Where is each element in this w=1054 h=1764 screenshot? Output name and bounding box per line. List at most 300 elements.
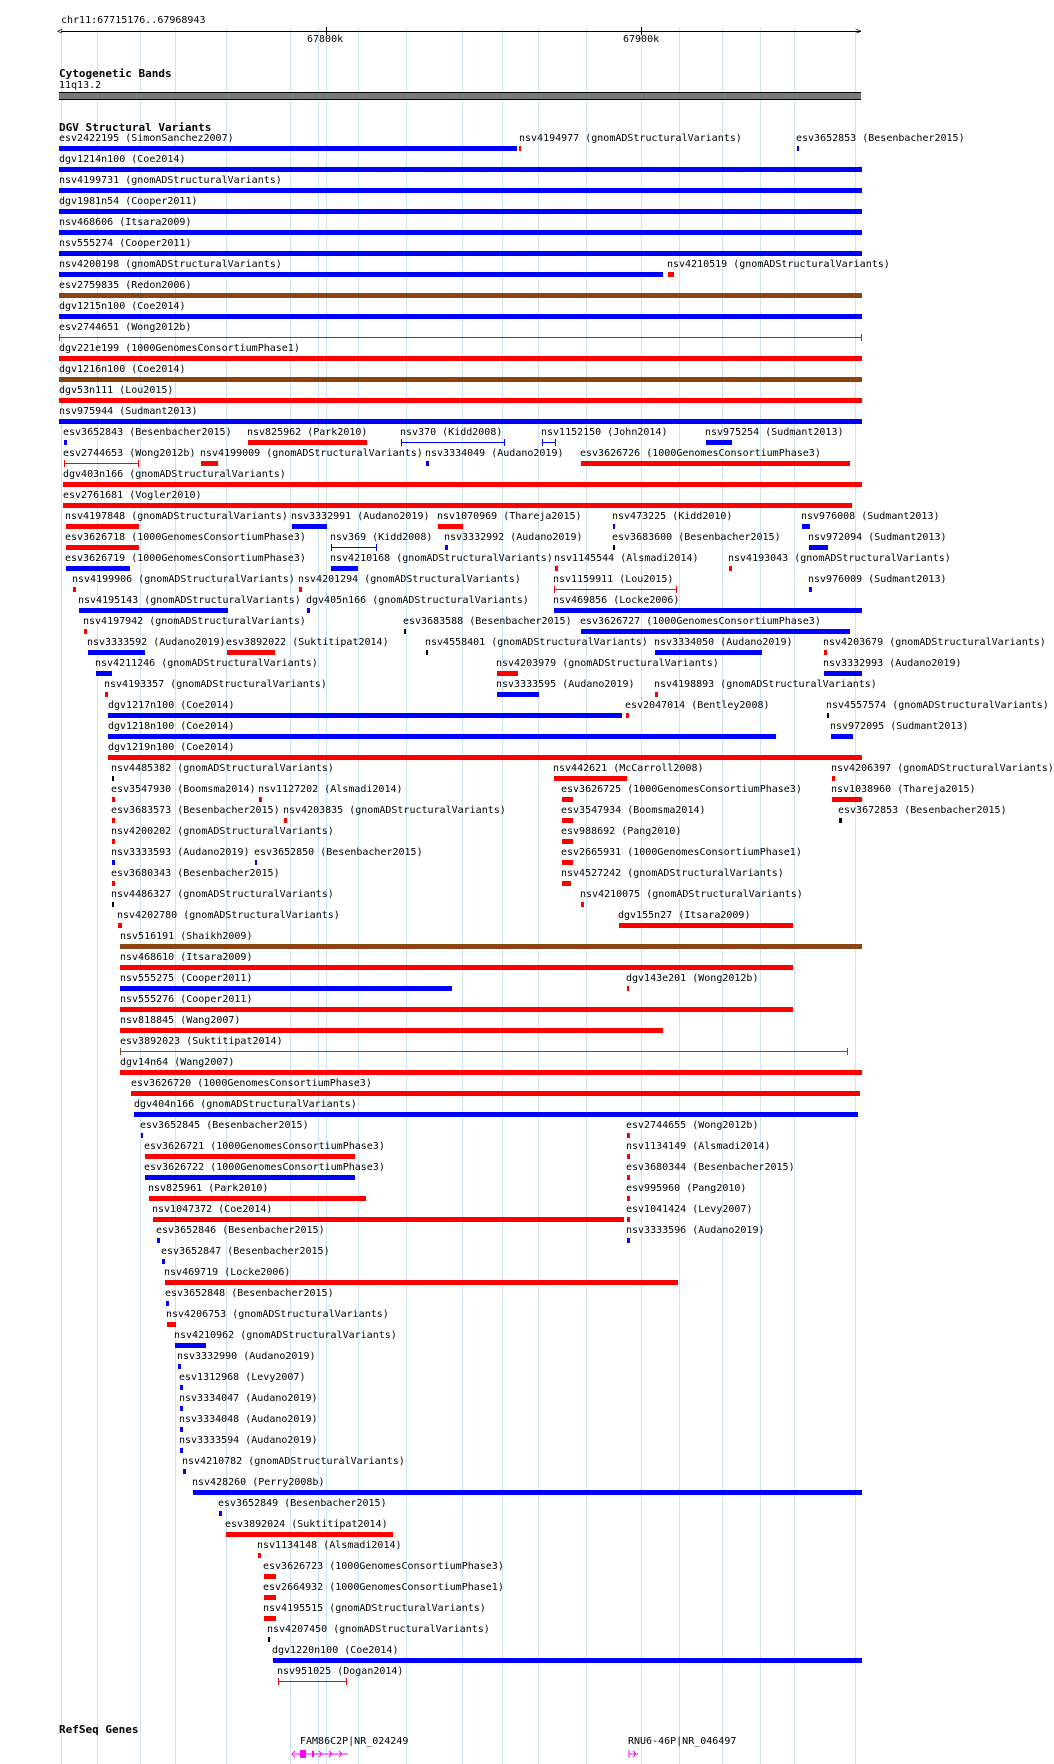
variant-label[interactable]: nsv975944 (Sudmant2013) [59, 406, 198, 417]
variant-bar[interactable] [613, 524, 615, 529]
variant-label[interactable]: esv3683588 (Besenbacher2015) [403, 616, 572, 627]
variant-label[interactable]: nsv4203979 (gnomADStructuralVariants) [496, 658, 719, 669]
variant-label[interactable]: esv2664932 (1000GenomesConsortiumPhase1) [263, 1582, 504, 1593]
variant-label[interactable]: nsv555276 (Cooper2011) [120, 994, 253, 1005]
variant-bar[interactable] [562, 860, 573, 865]
variant-bar[interactable] [445, 545, 448, 550]
variant-label[interactable]: esv3672853 (Besenbacher2015) [838, 805, 1007, 816]
variant-id: nsv4206753 [166, 1309, 227, 1320]
variant-bar[interactable] [59, 356, 862, 361]
variant-label[interactable]: nsv825962 (Park2010) [247, 427, 368, 438]
variant-bar[interactable] [59, 293, 862, 298]
variant-bar[interactable] [59, 251, 862, 256]
variant-label[interactable]: nsv4195515 (gnomADStructuralVariants) [263, 1603, 486, 1614]
variant-label[interactable]: nsv4527242 (gnomADStructuralVariants) [561, 868, 784, 879]
variant-bar[interactable] [167, 1322, 176, 1327]
variant-bar[interactable] [626, 713, 629, 718]
cytoband-11q13-2[interactable] [59, 92, 861, 100]
variant-label[interactable]: esv3892022 (Suktitipat2014) [226, 637, 389, 648]
variant-label[interactable]: nsv3334050 (Audano2019) [654, 637, 793, 648]
variant-label[interactable]: nsv4200198 (gnomADStructuralVariants) [59, 259, 282, 270]
variant-bar[interactable] [84, 629, 87, 634]
variant-label[interactable]: nsv370 (Kidd2008) [400, 427, 503, 438]
variant-label[interactable]: nsv3332993 (Audano2019) [823, 658, 962, 669]
variant-bar[interactable] [149, 1196, 366, 1201]
variant-label[interactable]: nsv555275 (Cooper2011) [120, 973, 253, 984]
variant-label[interactable]: nsv3333592 (Audano2019) [87, 637, 226, 648]
variant-label[interactable]: dgv155n27 (Itsara2009) [618, 910, 751, 921]
variant-label[interactable]: nsv1152150 (John2014) [541, 427, 668, 438]
variant-label[interactable]: esv3626719 (1000GenomesConsortiumPhase3) [65, 553, 306, 564]
variant-bar[interactable] [729, 566, 732, 571]
variant-bar[interactable] [96, 671, 112, 676]
variant-bar[interactable] [627, 1133, 630, 1138]
variant-bar[interactable] [219, 1511, 222, 1516]
variant-bar[interactable] [120, 986, 452, 991]
variant-bar[interactable] [554, 776, 627, 781]
variant-id: nsv370 [400, 427, 437, 438]
variant-label[interactable]: esv2761681 (Vogler2010) [63, 490, 202, 501]
variant-bar[interactable] [268, 1637, 270, 1642]
variant-label[interactable]: nsv972095 (Sudmant2013) [830, 721, 969, 732]
variant-label[interactable]: esv1312968 (Levy2007) [179, 1372, 306, 1383]
variant-label[interactable]: esv3892024 (Suktitipat2014) [225, 1519, 388, 1530]
variant-study: 1000GenomesConsortiumPhase3 [203, 1078, 366, 1089]
variant-bar[interactable] [64, 440, 67, 445]
variant-label[interactable]: dgv1217n100 (Coe2014) [108, 700, 235, 711]
variant-label[interactable]: esv3683600 (Besenbacher2015) [612, 532, 781, 543]
variant-label[interactable]: nsv4203835 (gnomADStructuralVariants) [283, 805, 506, 816]
variant-label[interactable]: esv3626723 (1000GenomesConsortiumPhase3) [263, 1561, 504, 1572]
variant-bar[interactable] [120, 965, 793, 970]
variant-bar[interactable] [627, 1154, 630, 1159]
variant-label[interactable]: dgv1215n100 (Coe2014) [59, 301, 186, 312]
gene-label-rnu6-46p[interactable]: RNU6-46P|NR_046497 [628, 1736, 737, 1747]
variant-label[interactable]: esv995960 (Pang2010) [626, 1183, 747, 1194]
variant-label[interactable]: nsv3333596 (Audano2019) [626, 1225, 765, 1236]
variant-bar[interactable] [59, 146, 517, 151]
variant-bar[interactable] [88, 650, 145, 655]
variant-bar[interactable] [112, 797, 115, 802]
variant-label[interactable]: esv2665931 (1000GenomesConsortiumPhase1) [561, 847, 802, 858]
variant-id: nsv976008 [801, 511, 856, 522]
variant-label[interactable]: dgv1214n100 (Coe2014) [59, 154, 186, 165]
variant-label[interactable]: esv3547930 (Boomsma2014) [111, 784, 256, 795]
variant-label[interactable]: esv3626727 (1000GenomesConsortiumPhase3) [580, 616, 821, 627]
variant-bar[interactable] [201, 461, 218, 466]
variant-id: nsv1038960 [831, 784, 892, 795]
variant-bar[interactable] [73, 587, 76, 592]
variant-id: nsv428260 [192, 1477, 247, 1488]
variant-label[interactable]: nsv818845 (Wang2007) [120, 1015, 241, 1026]
variant-label[interactable]: nsv469856 (Locke2006) [553, 595, 680, 606]
variant-label[interactable]: nsv972094 (Sudmant2013) [808, 532, 947, 543]
variant-bar[interactable] [131, 1091, 860, 1096]
variant-label[interactable]: nsv4558401 (gnomADStructuralVariants) [425, 637, 648, 648]
variant-label[interactable]: nsv1038960 (Thareja2015) [831, 784, 976, 795]
variant-label[interactable]: dgv1219n100 (Coe2014) [108, 742, 235, 753]
variant-label[interactable]: esv3626718 (1000GenomesConsortiumPhase3) [65, 532, 306, 543]
variant-bar[interactable] [157, 1238, 160, 1243]
gene-rnu6-46p[interactable] [627, 1748, 641, 1760]
variant-bar[interactable] [180, 1427, 183, 1432]
variant-label[interactable]: esv2422195 (SimonSanchez2007) [59, 133, 234, 144]
variant-bar[interactable] [613, 545, 615, 550]
variant-label[interactable]: nsv3334049 (Audano2019) [425, 448, 564, 459]
variant-label[interactable]: esv3680344 (Besenbacher2015) [626, 1162, 795, 1173]
variant-bar[interactable] [175, 1343, 206, 1348]
variant-id: nsv4210075 [580, 889, 641, 900]
variant-interval[interactable] [278, 1681, 347, 1682]
variant-label[interactable]: dgv404n166 (gnomADStructuralVariants) [134, 1099, 357, 1110]
variant-label[interactable]: dgv221e199 (1000GenomesConsortiumPhase1) [59, 343, 300, 354]
variant-study: Audano2019 [249, 1351, 310, 1362]
variant-label[interactable]: dgv1981n54 (Cooper2011) [59, 196, 198, 207]
variant-label[interactable]: nsv4210962 (gnomADStructuralVariants) [174, 1330, 397, 1341]
variant-label[interactable]: nsv4210782 (gnomADStructuralVariants) [182, 1456, 405, 1467]
variant-bar[interactable] [497, 692, 539, 697]
variant-label[interactable]: nsv4200202 (gnomADStructuralVariants) [111, 826, 334, 837]
variant-label[interactable]: nsv3333594 (Audano2019) [179, 1435, 318, 1446]
variant-bar[interactable] [562, 818, 573, 823]
variant-bar[interactable] [554, 608, 862, 613]
variant-bar[interactable] [79, 608, 228, 613]
variant-label[interactable]: nsv3332991 (Audano2019) [291, 511, 430, 522]
variant-bar[interactable] [59, 230, 862, 235]
variant-bar[interactable] [627, 986, 629, 991]
variant-bar[interactable] [120, 944, 862, 949]
variant-study: Audano2019 [251, 1393, 312, 1404]
refseq-track-title[interactable]: RefSeq Genes [59, 1723, 139, 1736]
variant-bar[interactable] [438, 524, 463, 529]
variant-bar[interactable] [255, 860, 257, 865]
variant-bar[interactable] [307, 608, 310, 613]
variant-bar[interactable] [824, 671, 862, 676]
variant-label[interactable]: nsv4202780 (gnomADStructuralVariants) [117, 910, 340, 921]
variant-study: Besenbacher2015 [135, 427, 226, 438]
variant-label[interactable]: nsv1047372 (Coe2014) [152, 1204, 273, 1215]
variant-bar[interactable] [264, 1574, 276, 1579]
variant-label[interactable]: nsv976008 (Sudmant2013) [801, 511, 940, 522]
variant-bar[interactable] [63, 503, 852, 508]
variant-label[interactable]: nsv3332990 (Audano2019) [177, 1351, 316, 1362]
variant-label[interactable]: nsv4201294 (gnomADStructuralVariants) [298, 574, 521, 585]
variant-interval[interactable] [59, 337, 862, 338]
variant-label[interactable]: esv988692 (Pang2010) [561, 826, 682, 837]
variant-label[interactable]: esv3652850 (Besenbacher2015) [254, 847, 423, 858]
variant-bar[interactable] [581, 902, 584, 907]
variant-bar[interactable] [264, 1616, 276, 1621]
variant-bar[interactable] [66, 566, 130, 571]
variant-label[interactable]: esv1041424 (Levy2007) [626, 1204, 753, 1215]
variant-bar[interactable] [118, 923, 122, 928]
variant-label[interactable]: nsv4210519 (gnomADStructuralVariants) [667, 259, 890, 270]
variant-bar[interactable] [180, 1406, 183, 1411]
variant-label[interactable]: nsv442621 (McCarroll2008) [553, 763, 704, 774]
variant-bar[interactable] [120, 1007, 793, 1012]
variant-label[interactable]: nsv4486327 (gnomADStructuralVariants) [111, 889, 334, 900]
variant-bar[interactable] [519, 146, 521, 151]
variant-label[interactable]: nsv4198893 (gnomADStructuralVariants) [654, 679, 877, 690]
variant-study: Besenbacher2015 [475, 616, 566, 627]
variant-bar[interactable] [292, 524, 327, 529]
variant-bar[interactable] [581, 461, 850, 466]
variant-bar[interactable] [162, 1259, 165, 1264]
variant-bar[interactable] [108, 713, 622, 718]
variant-bar[interactable] [105, 692, 108, 697]
variant-id: nsv4197848 [65, 511, 126, 522]
variant-label[interactable]: nsv4199731 (gnomADStructuralVariants) [59, 175, 282, 186]
variant-label[interactable]: dgv53n111 (Lou2015) [59, 385, 174, 396]
variant-bar[interactable] [59, 419, 862, 424]
variant-label[interactable]: dgv14n64 (Wang2007) [120, 1057, 235, 1068]
variant-bar[interactable] [831, 734, 853, 739]
variant-label[interactable]: dgv1218n100 (Coe2014) [108, 721, 235, 732]
variant-label[interactable]: esv2759835 (Redon2006) [59, 280, 192, 291]
variant-label[interactable]: esv2744651 (Wong2012b) [59, 322, 192, 333]
variant-label[interactable]: nsv1127202 (Alsmadi2014) [258, 784, 403, 795]
variant-label[interactable]: nsv1070969 (Thareja2015) [437, 511, 582, 522]
variant-label[interactable]: esv3626720 (1000GenomesConsortiumPhase3) [131, 1078, 372, 1089]
variant-bar[interactable] [112, 881, 115, 886]
variant-bar[interactable] [141, 1133, 143, 1138]
variant-label[interactable]: nsv3332992 (Audano2019) [444, 532, 583, 543]
variant-label[interactable]: nsv4557574 (gnomADStructuralVariants) [826, 700, 1049, 711]
variant-label[interactable]: esv3652848 (Besenbacher2015) [165, 1288, 334, 1299]
variant-label[interactable]: nsv516191 (Shaikh2009) [120, 931, 253, 942]
variant-label[interactable]: esv2047014 (Bentley2008) [625, 700, 770, 711]
dgv-track-title[interactable]: DGV Structural Variants [59, 121, 212, 134]
variant-bar[interactable] [178, 1364, 181, 1369]
variant-bar[interactable] [832, 797, 862, 802]
variant-bar[interactable] [802, 524, 810, 529]
variant-label[interactable]: nsv468606 (Itsara2009) [59, 217, 192, 228]
variant-bar[interactable] [809, 545, 828, 550]
variant-bar[interactable] [627, 1238, 630, 1243]
variant-label[interactable]: esv3652853 (Besenbacher2015) [796, 133, 965, 144]
variant-id: dgv1218n100 [108, 721, 175, 732]
variant-label[interactable]: esv3683573 (Besenbacher2015) [111, 805, 280, 816]
variant-bar[interactable] [193, 1490, 862, 1495]
variant-bar[interactable] [153, 1217, 624, 1222]
variant-label[interactable]: nsv4203679 (gnomADStructuralVariants) [823, 637, 1046, 648]
variant-interval-cap [331, 544, 332, 551]
variant-label[interactable]: nsv4199906 (gnomADStructuralVariants) [72, 574, 295, 585]
variant-label[interactable]: nsv4211246 (gnomADStructuralVariants) [95, 658, 318, 669]
variant-bar[interactable] [63, 482, 862, 487]
variant-bar[interactable] [706, 440, 732, 445]
variant-bar[interactable] [248, 440, 367, 445]
variant-bar[interactable] [497, 671, 518, 676]
variant-bar[interactable] [166, 1301, 169, 1306]
variant-label[interactable]: nsv469719 (Locke2006) [164, 1267, 291, 1278]
variant-label[interactable]: nsv4210168 (gnomADStructuralVariants) [330, 553, 553, 564]
variant-bar[interactable] [59, 398, 862, 403]
variant-label[interactable]: esv3652845 (Besenbacher2015) [140, 1120, 309, 1131]
variant-bar[interactable] [112, 902, 114, 907]
variant-bar[interactable] [555, 566, 558, 571]
variant-label[interactable]: nsv3333595 (Audano2019) [496, 679, 635, 690]
variant-bar[interactable] [839, 818, 842, 823]
variant-label[interactable]: esv3652849 (Besenbacher2015) [218, 1498, 387, 1509]
variant-label[interactable]: esv3626725 (1000GenomesConsortiumPhase3) [561, 784, 802, 795]
variant-interval[interactable] [542, 442, 556, 443]
variant-label[interactable]: nsv4197848 (gnomADStructuralVariants) [65, 511, 288, 522]
variant-label[interactable]: esv2744655 (Wong2012b) [626, 1120, 759, 1131]
variant-id: esv1312968 [179, 1372, 240, 1383]
variant-label[interactable]: dgv1220n100 (Coe2014) [272, 1645, 399, 1656]
variant-bar[interactable] [655, 692, 658, 697]
variant-id: dgv1215n100 [59, 301, 126, 312]
variant-label[interactable]: esv3652847 (Besenbacher2015) [161, 1246, 330, 1257]
variant-label[interactable]: nsv3334048 (Audano2019) [179, 1414, 318, 1425]
variant-label[interactable]: nsv4194977 (gnomADStructuralVariants) [519, 133, 742, 144]
variant-label[interactable]: nsv4193357 (gnomADStructuralVariants) [104, 679, 327, 690]
variant-label[interactable]: nsv428260 (Perry2008b) [192, 1477, 325, 1488]
variant-bar[interactable] [627, 1196, 630, 1201]
variant-study: gnomADStructuralVariants [335, 1603, 480, 1614]
variant-study: Locke2006 [619, 595, 674, 606]
variant-label[interactable]: dgv405n166 (gnomADStructuralVariants) [306, 595, 529, 606]
variant-label[interactable]: nsv4195143 (gnomADStructuralVariants) [78, 595, 301, 606]
variant-label[interactable]: nsv4485382 (gnomADStructuralVariants) [111, 763, 334, 774]
variant-bar[interactable] [112, 839, 115, 844]
variant-study: 1000GenomesConsortiumPhase3 [335, 1561, 498, 1572]
variant-bar[interactable] [112, 776, 114, 781]
variant-bar[interactable] [258, 1553, 261, 1558]
variant-bar[interactable] [180, 1385, 183, 1390]
variant-bar[interactable] [284, 818, 287, 823]
variant-bar[interactable] [331, 566, 358, 571]
variant-label[interactable]: nsv3334047 (Audano2019) [179, 1393, 318, 1404]
variant-id: esv3652843 [63, 427, 124, 438]
variant-bar[interactable] [404, 629, 406, 634]
variant-bar[interactable] [183, 1469, 186, 1474]
variant-bar[interactable] [59, 167, 862, 172]
variant-label[interactable]: esv3892023 (Suktitipat2014) [120, 1036, 283, 1047]
variant-study: Suktitipat2014 [298, 637, 383, 648]
variant-bar[interactable] [627, 1217, 630, 1222]
variant-bar[interactable] [59, 314, 862, 319]
variant-bar[interactable] [180, 1448, 183, 1453]
variant-label[interactable]: esv3547934 (Boomsma2014) [561, 805, 706, 816]
variant-label[interactable]: nsv4199009 (gnomADStructuralVariants) [200, 448, 423, 459]
variant-label[interactable]: nsv1159911 (Lou2015) [553, 574, 674, 585]
variant-bar[interactable] [120, 1070, 862, 1075]
variant-label[interactable]: nsv4207450 (gnomADStructuralVariants) [267, 1624, 490, 1635]
variant-label[interactable]: nsv4193043 (gnomADStructuralVariants) [728, 553, 951, 564]
variant-bar[interactable] [668, 272, 674, 277]
variant-label[interactable]: nsv975254 (Sudmant2013) [705, 427, 844, 438]
variant-study: Besenbacher2015 [326, 847, 417, 858]
variant-bar[interactable] [627, 1175, 630, 1180]
variant-bar[interactable] [227, 650, 275, 655]
variant-label[interactable]: nsv4197942 (gnomADStructuralVariants) [83, 616, 306, 627]
variant-bar[interactable] [134, 1112, 858, 1117]
variant-id: nsv4527242 [561, 868, 622, 879]
variant-label[interactable]: esv3626721 (1000GenomesConsortiumPhase3) [144, 1141, 385, 1152]
variant-bar[interactable] [581, 629, 850, 634]
variant-label[interactable]: nsv555274 (Cooper2011) [59, 238, 192, 249]
variant-bar[interactable] [562, 839, 573, 844]
cytoband-track-title[interactable]: Cytogenetic Bands [59, 67, 172, 80]
variant-bar[interactable] [827, 713, 829, 718]
variant-bar[interactable] [59, 377, 862, 382]
variant-bar[interactable] [832, 776, 835, 781]
variant-bar[interactable] [273, 1658, 862, 1663]
variant-bar[interactable] [619, 923, 793, 928]
variant-label[interactable]: esv2744653 (Wong2012b) [63, 448, 196, 459]
variant-label[interactable]: nsv951025 (Dogan2014) [277, 1666, 404, 1677]
variant-bar[interactable] [112, 818, 115, 823]
variant-label[interactable]: nsv976009 (Sudmant2013) [808, 574, 947, 585]
variant-bar[interactable] [120, 1028, 663, 1033]
variant-label[interactable]: nsv825961 (Park2010) [148, 1183, 269, 1194]
variant-bar[interactable] [165, 1280, 678, 1285]
variant-bar[interactable] [108, 755, 862, 760]
variant-interval[interactable] [120, 1051, 848, 1052]
variant-bar[interactable] [66, 545, 139, 550]
variant-bar[interactable] [226, 1532, 393, 1537]
variant-label[interactable]: dgv143e201 (Wong2012b) [626, 973, 759, 984]
variant-bar[interactable] [59, 188, 862, 193]
variant-label[interactable]: esv3626722 (1000GenomesConsortiumPhase3) [144, 1162, 385, 1173]
variant-label[interactable]: esv3652843 (Besenbacher2015) [63, 427, 232, 438]
variant-bar[interactable] [562, 797, 573, 802]
variant-interval[interactable] [64, 463, 139, 464]
variant-label[interactable]: nsv4210075 (gnomADStructuralVariants) [580, 889, 803, 900]
variant-interval[interactable] [401, 442, 505, 443]
variant-bar[interactable] [299, 587, 302, 592]
variant-bar[interactable] [264, 1595, 276, 1600]
variant-label[interactable]: nsv3333593 (Audano2019) [111, 847, 250, 858]
variant-label[interactable]: dgv1216n100 (Coe2014) [59, 364, 186, 375]
variant-bar[interactable] [809, 587, 812, 592]
variant-label[interactable]: nsv1134148 (Alsmadi2014) [257, 1540, 402, 1551]
variant-id: nsv3334049 [425, 448, 486, 459]
variant-bar[interactable] [59, 209, 862, 214]
variant-bar[interactable] [797, 146, 799, 151]
variant-bar[interactable] [59, 272, 663, 277]
gene-label-fam86c2p[interactable]: FAM86C2P|NR_024249 [300, 1736, 409, 1747]
variant-label[interactable]: esv3652846 (Besenbacher2015) [156, 1225, 325, 1236]
variant-label[interactable]: nsv4206753 (gnomADStructuralVariants) [166, 1309, 389, 1320]
variant-bar[interactable] [66, 524, 139, 529]
variant-label[interactable]: nsv4206397 (gnomADStructuralVariants) [831, 763, 1054, 774]
variant-label[interactable]: nsv369 (Kidd2008) [330, 532, 433, 543]
variant-label[interactable]: esv3680343 (Besenbacher2015) [111, 868, 280, 879]
variant-label[interactable]: dgv403n166 (gnomADStructuralVariants) [63, 469, 286, 480]
variant-interval[interactable] [554, 589, 677, 590]
variant-bar[interactable] [562, 881, 571, 886]
variant-label[interactable]: nsv1145544 (Alsmadi2014) [554, 553, 699, 564]
gene-fam86c2p[interactable] [292, 1748, 352, 1760]
variant-bar[interactable] [655, 650, 762, 655]
variant-bar[interactable] [426, 650, 428, 655]
variant-label[interactable]: nsv473225 (Kidd2010) [612, 511, 733, 522]
variant-label[interactable]: nsv1134149 (Alsmadi2014) [626, 1141, 771, 1152]
variant-bar[interactable] [145, 1175, 355, 1180]
variant-interval[interactable] [331, 547, 377, 548]
variant-bar[interactable] [259, 797, 262, 802]
variant-label[interactable]: nsv468610 (Itsara2009) [120, 952, 253, 963]
variant-bar[interactable] [824, 650, 827, 655]
variant-bar[interactable] [145, 1154, 355, 1159]
variant-bar[interactable] [108, 734, 776, 739]
variant-bar[interactable] [426, 461, 429, 466]
variant-label[interactable]: esv3626726 (1000GenomesConsortiumPhase3) [580, 448, 821, 459]
variant-bar[interactable] [112, 860, 115, 865]
